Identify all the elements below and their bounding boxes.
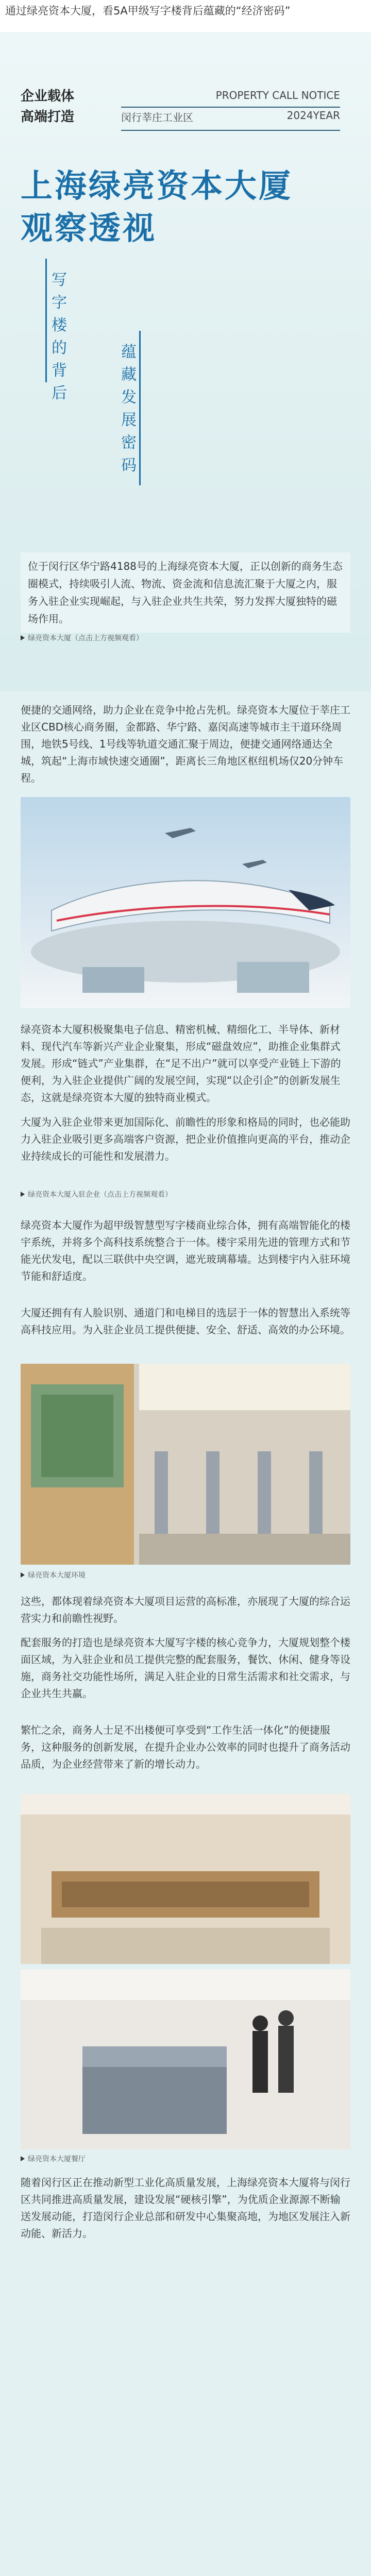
hero-year-tag: 2024YEAR bbox=[286, 109, 340, 122]
hero-divider-top bbox=[121, 107, 340, 108]
section4-photo-caption-text: 绿亮资本大厦餐厅 bbox=[28, 2155, 86, 2163]
spacer-line bbox=[21, 1176, 350, 1181]
hero-right-title: PROPERTY CALL NOTICE bbox=[215, 89, 340, 101]
vertical-char: 码 bbox=[121, 456, 137, 474]
hero-intro-paragraph: 位于闵行区华宁路4188号的上海绿亮资本大厦，正以创新的商务生态圈模式，持续吸引人流、物流、资金流和信息流汇聚于大厦之内，服务入驻企业实现崛起，与入驻企业共生共荣，努力发挥大厦独特的磁场作用。 bbox=[21, 552, 350, 633]
maglev-train-icon bbox=[21, 797, 350, 1008]
vertical-char: 后 bbox=[52, 384, 67, 402]
vertical-char: 发 bbox=[121, 388, 137, 406]
buffet-line-icon bbox=[21, 1969, 350, 2149]
hero-section bbox=[0, 32, 371, 691]
hero-main-title bbox=[21, 165, 293, 249]
vertical-char: 的 bbox=[52, 339, 67, 357]
train-hero-image bbox=[21, 797, 350, 1008]
cafeteria-icon bbox=[21, 1794, 350, 1964]
hero-location-tag: 闵行莘庄工业区 bbox=[121, 111, 193, 124]
section2-photo-caption[interactable] bbox=[21, 1189, 172, 1199]
section4-photo-caption bbox=[21, 2154, 86, 2164]
hero-divider-bottom bbox=[121, 130, 340, 131]
triangle-icon bbox=[21, 1572, 25, 1578]
vertical-char: 背 bbox=[52, 362, 67, 380]
hero-left-title bbox=[21, 86, 74, 127]
hero-photo-caption-text: 绿亮资本大厦（点击上方视频观看） bbox=[28, 634, 143, 642]
vertical-text-two bbox=[119, 341, 139, 477]
vertical-char: 写 bbox=[52, 271, 67, 289]
hero-main-title-line1: 上海绿亮资本大厦 bbox=[21, 167, 293, 205]
section2-paragraph: 绿亮资本大厦积极聚集电子信息、精密机械、精细化工、半导体、新材料、现代汽车等新兴产业企业聚集，形成“磁盘效应”，助推企业集群式发展。形成“链式”产业集群，在“足不出户”就可以享受产业链上下游的便利，为入驻企业提供广阔的发展空间，实现“以企引企”的创新发展生态，这就是绿亮资本大厦的独特商业模式。 bbox=[21, 1023, 341, 1104]
section3-paragraph-2: 大厦还拥有有人脸识别、通道门和电梯目的选层于一体的智慧出入系统等高科技应用。为入驻企业员工提供便捷、安全、舒适、高效的办公环境。 bbox=[21, 1307, 350, 1336]
section4-paragraph-3: 繁忙之余，商务人士足不出楼便可享受到“工作生活一体化”的便捷服务，这种服务的创新发展，在提升企业办公效率的同时也提升了商务活动品质，为企业经营带来了新的增长动力。 bbox=[21, 1724, 350, 1770]
play-triangle-icon bbox=[21, 635, 25, 640]
vertical-char: 藏 bbox=[121, 366, 137, 384]
vertical-char: 展 bbox=[121, 411, 137, 429]
vertical-char: 蕴 bbox=[121, 343, 137, 361]
section3-photo-caption bbox=[21, 1570, 86, 1580]
hero-left-title-line2: 高端打造 bbox=[21, 109, 75, 125]
section1-paragraph: 便捷的交通网络，助力企业在竞争中抢占先机。绿亮资本大厦位于莘庄工业区CBD核心商务圈，金都路、华宁路、嘉闵高速等城市主干道环绕周围，地铁5号线、1号线等轨道交通汇聚于周边，便捷交通网络通达全城，筑起“上海市域快速交通圈”，距离长三角地区枢纽机场仅20分钟车程。 bbox=[21, 704, 350, 784]
hero-photo-caption[interactable] bbox=[21, 633, 143, 643]
intro-line: 通过绿亮资本大厦，看5A甲级写字楼背后蕴藏的“经济密码” bbox=[5, 5, 291, 17]
section4-paragraph-2: 配套服务的打造也是绿亮资本大厦写字楼的核心竞争力，大厦规划整个楼面区域，为入驻企业和员工提供完整的配套服务，餐饮、休闲、健身等设施，商务社交功能性场所，满足入驻企业的日常生活需求和社交需求，与企业共生共赢。 bbox=[21, 1636, 350, 1700]
section4-paragraph: 这些，都体现着绿亮资本大厦项目运营的高标准，亦展现了大厦的综合运营实力和前瞻性视野。 bbox=[21, 1595, 350, 1624]
section5-paragraph: 随着闵行区正在推动新型工业化高质量发展，上海绿亮资本大厦将与闵行区共同推进高质量发展，建设发展“硬核引擎”，为优质企业源源不断输送发展动能，打造闵行企业总部和研发中心集聚高地，为地区发展注入新动能、新活力。 bbox=[21, 2176, 350, 2240]
cafeteria-image bbox=[21, 1794, 350, 1964]
content-sections bbox=[0, 691, 371, 2576]
hero-main-title-line2: 观察透视 bbox=[21, 209, 157, 247]
vertical-bar-one bbox=[45, 259, 47, 382]
section2-photo-caption-text: 绿亮资本大厦入驻企业（点击上方视频观看） bbox=[28, 1191, 172, 1199]
vertical-char: 楼 bbox=[52, 316, 67, 334]
vertical-text-one bbox=[49, 269, 70, 405]
buffet-image bbox=[21, 1969, 350, 2149]
section3-photo-caption-text: 绿亮资本大厦环境 bbox=[28, 1571, 86, 1580]
vertical-char: 字 bbox=[52, 294, 67, 312]
hero-left-title-line1: 企业载体 bbox=[21, 89, 75, 104]
lobby-image bbox=[21, 1364, 350, 1565]
section2-paragraph-2: 大厦为入驻企业带来更加国际化、前瞻性的形象和格局的同时，也必能助力入驻企业吸引更多高端客户资源，把企业价值推向更高的平台，推动企业持续成长的可能性和发展潜力。 bbox=[21, 1116, 350, 1162]
play-triangle-icon bbox=[21, 1192, 25, 1197]
triangle-icon bbox=[21, 2156, 25, 2161]
vertical-bar-two bbox=[139, 331, 141, 485]
section3-paragraph: 绿亮资本大厦作为超甲级智慧型写字楼商业综合体，拥有高端智能化的楼宇系统，并将多个高科技系统整合于一体。楼宇采用先进的管理方式和节能光伏发电，配以三联供中央空调，遮光玻璃幕墙。达到楼宇内入驻环境节能和舒适度。 bbox=[21, 1219, 350, 1282]
vertical-char: 密 bbox=[121, 434, 137, 452]
lobby-gates-icon bbox=[21, 1364, 350, 1565]
